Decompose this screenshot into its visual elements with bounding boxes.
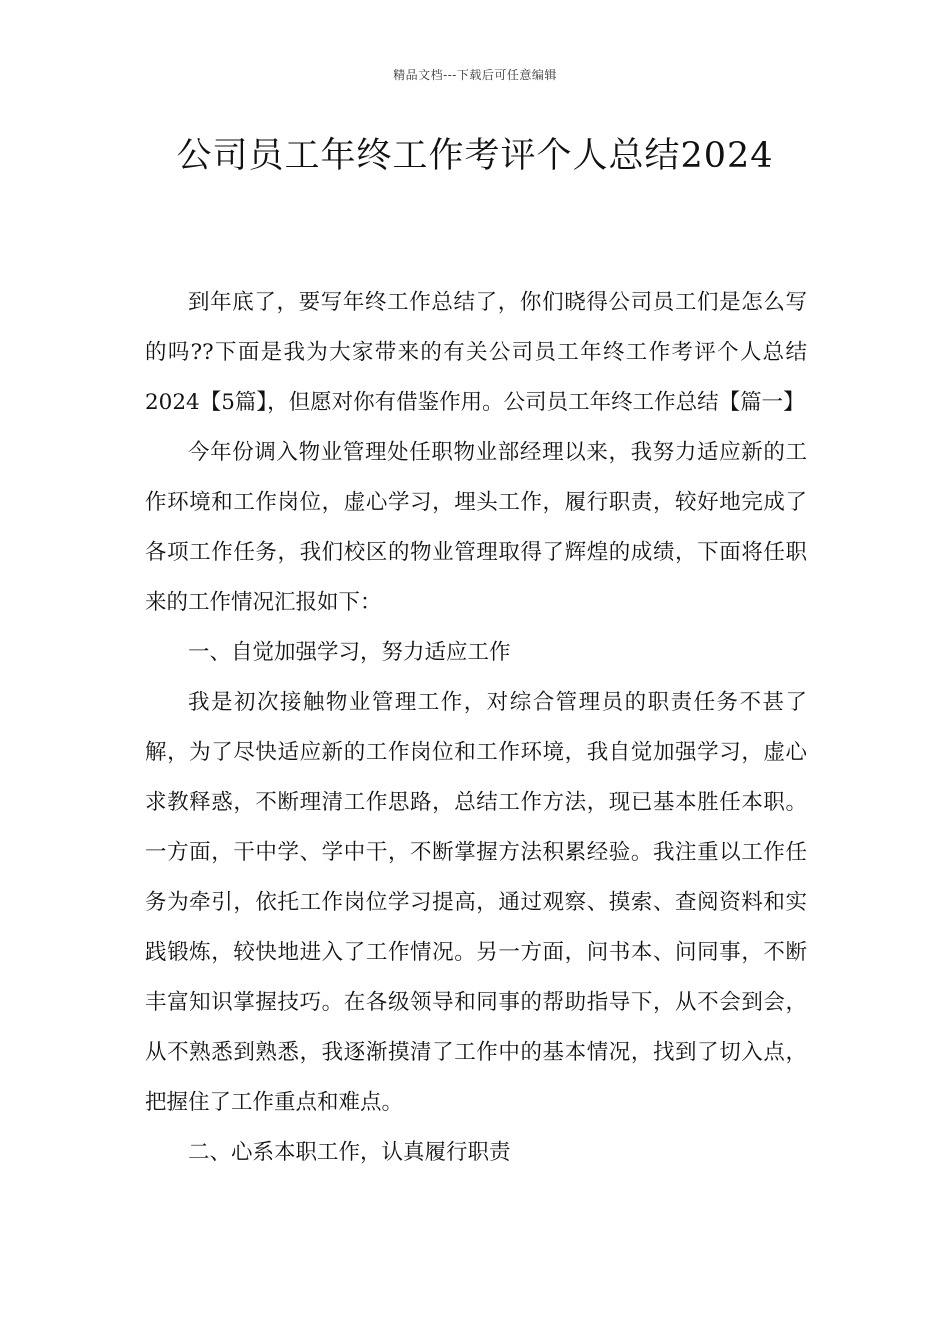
paragraph-intro: 到年底了，要写年终工作总结了，你们晓得公司员工们是怎么写的吗??下面是我为大家带来的有关公司员工年终工作考评个人总结 2024【5篇】，但愿对你有借鉴作用。公司员工年终工作总结【篇一】 <box>145 290 807 415</box>
section-heading-2: 二、心系本职工作，认真履行职责 <box>188 1140 511 1165</box>
document-body <box>145 278 807 1178</box>
paragraph-work-summary: 今年份调入物业管理处任职物业部经理以来，我努力适应新的工作环境和工作岗位，虚心学习，埋头工作，履行职责，较好地完成了各项工作任务，我们校区的物业管理取得了辉煌的成绩，下面将任职来的工作情况汇报如下： <box>145 440 807 615</box>
header-note: 精品文档---下载后可任意编辑 <box>393 68 557 82</box>
section-heading-1: 一、自觉加强学习，努力适应工作 <box>188 640 511 665</box>
paragraph-learning: 我是初次接触物业管理工作，对综合管理员的职责任务不甚了解，为了尽快适应新的工作岗位和工作环境，我自觉加强学习，虚心求教释惑，不断理清工作思路，总结工作方法，现已基本胜任本职。一方面，干中学、学中干，不断掌握方法积累经验。我注重以工作任务为牵引，依托工作岗位学习提高，通过观察、摸索、查阅资料和实践锻炼，较快地进入了工作情况。另一方面，问书本、问同事，不断丰富知识掌握技巧。在各级领导和同事的帮助指导下，从不会到会，从不熟悉到熟悉，我逐渐摸清了工作中的基本情况，找到了切入点，把握住了工作重点和难点。 <box>145 690 807 1115</box>
document-title: 公司员工年终工作考评个人总结2024 <box>176 136 774 176</box>
